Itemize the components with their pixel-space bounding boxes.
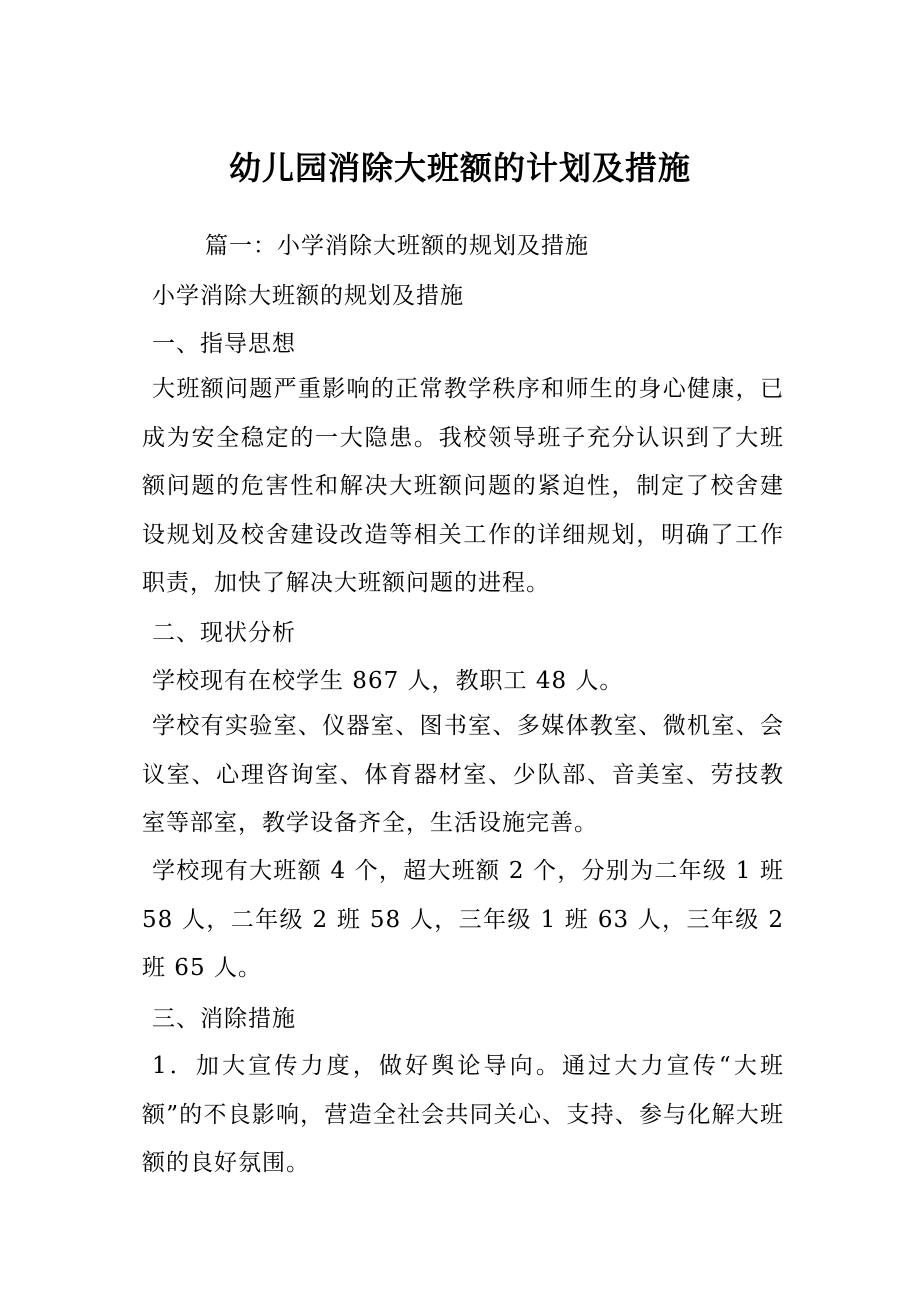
part-one-heading: 篇一：小学消除大班额的规划及措施	[205, 233, 589, 259]
heading-status-analysis: 二、现状分析	[152, 620, 296, 646]
paragraph-facilities: 学校有实验室、仪器室、图书室、多媒体教室、微机室、会议室、心理咨询室、体育器材室、少队部、音美室、劳技教室等部室，教学设备齐全，生活设施完善。	[142, 713, 784, 836]
paragraph-student-count: 学校现有在校学生 867 人，教职工 48 人。	[152, 668, 624, 694]
heading-guiding-thought: 一、指导思想	[152, 331, 296, 357]
paragraph-guiding-thought: 大班额问题严重影响的正常教学秩序和师生的身心健康，已成为安全稳定的一大隐患。我校领导班子充分认识到了大班额问题的危害性和解决大班额问题的紧迫性，制定了校舍建设规划及校舍建设改造等相关工作的详细规划，明确了工作职责，加快了解决大班额问题的进程。	[142, 376, 784, 596]
section-subtitle: 小学消除大班额的规划及措施	[152, 283, 464, 309]
paragraph-large-classes: 学校现有大班额 4 个，超大班额 2 个，分别为二年级 1 班 58 人，二年级 2 班 58 人，三年级 1 班 63 人，三年级 2 班 65 人。	[142, 858, 784, 981]
document-title: 幼儿园消除大班额的计划及措施	[228, 149, 691, 187]
paragraph-measure-1: 1．加大宣传力度，做好舆论导向。通过大力宣传“大班额”的不良影响，营造全社会共同关心、支持、参与化解大班额的良好氛围。	[142, 1053, 784, 1176]
heading-measures: 三、消除措施	[152, 1006, 296, 1032]
